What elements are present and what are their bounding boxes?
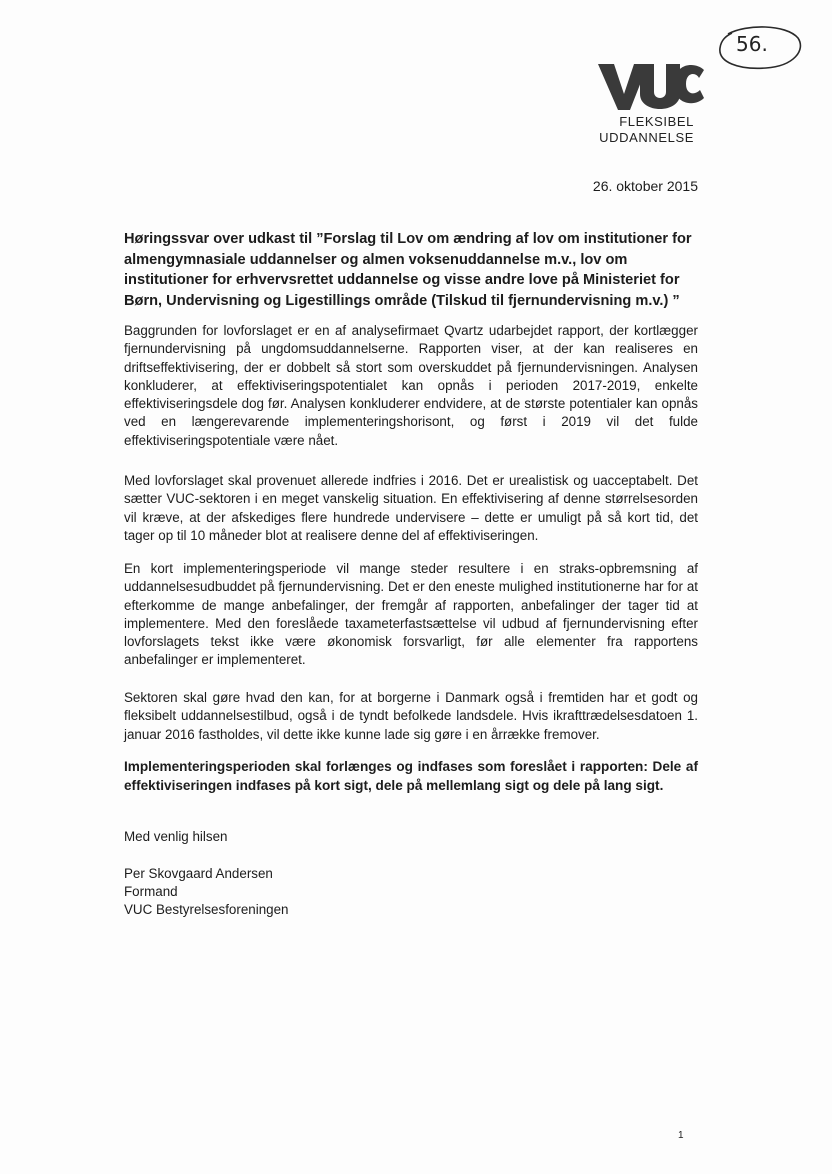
vuc-logo-mark xyxy=(596,56,706,114)
letter-heading: Høringssvar over udkast til ”Forslag til Lov om ændring af lov om institutioner for almengymnasiale uddannelser og almen voksenuddannelse m.v., lov om institutioner for erhvervsrettet uddannelse og visse andre love på Ministeriet for Børn, Undervisning og Ligestillings område (Tilskud til fjernundervisning m.v.) ” xyxy=(124,231,692,309)
closing-greeting: Med venlig hilsen xyxy=(124,829,228,844)
paragraph-sector: Sektoren skal gøre hvad den kan, for at borgerne i Danmark også i fremtiden har et godt og fleksibelt uddannelsestilbud, også i de tyndt befolkede landsdele. Hvis ikrafttrædelsesdatoen 1. januar 2016 fastholdes, vil dette ikke kunne lade sig gøre i en årrække fremover. xyxy=(124,690,698,742)
paragraph-implementation: En kort implementeringsperiode vil mange steder resultere i en straks-opbremsning af uddannelsesudbuddet på fjernundervisning. Det er den eneste mulighed institutionerne har for at efterkomme de mange anbefalinger, der fremgår af rapporten, anbefalinger der tager tid at implementere. Med den foreslåede taxameterfastsættelse vil udbud af fjernundervisning efter lovforslagets tekst ikke være økonomisk forsvarligt, før alle elementer fra rapportens anbefalinger er implementeret. xyxy=(124,561,698,668)
stamp-number: 56. xyxy=(736,32,768,56)
logo-tagline-line2: UDDANNELSE xyxy=(599,130,694,145)
vuc-logo xyxy=(596,56,706,156)
paragraph-proceeds: Med lovforslaget skal provenuet allerede indfries i 2016. Det er urealistisk og uacceptabelt. Det sætter VUC-sektoren i en meget vanskelig situation. En effektivisering af denne størrelsesorden vil kræve, at der afskediges flere hundrede undervisere – dette er umuligt på så kort tid, det tager op til 10 måneder blot at realisere denne del af effektiviseringen. xyxy=(124,473,698,543)
paragraph-background: Baggrunden for lovforslaget er en af analysefirmaet Qvartz udarbejdet rapport, der kortlægger fjernundervisning på ungdomsuddannelserne. Rapporten viser, at der kan realiseres en driftseffektivisering, der er dobbelt så stort som overskuddet på fjernundervisningen. Analysen konkluderer, at effektiviseringspotentialet kan opnås i perioden 2017-2019, enkelte effektiviseringsdele dog før. Analysen konkluderer endvidere, at de største potentialer kan opnås ved en længerevarende implementeringshorisont, og først i 2019 vil det fulde effektiviseringspotentiale være nået. xyxy=(124,323,698,448)
paragraph-conclusion: Implementeringsperioden skal forlænges og indfases som foreslået i rapporten: Dele af effektiviseringen indfases på kort sigt, dele på mellemlang sigt og dele på lang sigt. xyxy=(124,759,698,793)
page-number: 1 xyxy=(678,1130,684,1141)
logo-tagline-line1: FLEKSIBEL xyxy=(619,114,694,129)
handwritten-page-stamp xyxy=(716,22,786,72)
signature-title: Formand xyxy=(124,884,178,899)
signature-organization: VUC Bestyrelsesforeningen xyxy=(124,902,289,917)
letter-date: 26. oktober 2015 xyxy=(592,178,698,194)
signature-name: Per Skovgaard Andersen xyxy=(124,866,273,881)
